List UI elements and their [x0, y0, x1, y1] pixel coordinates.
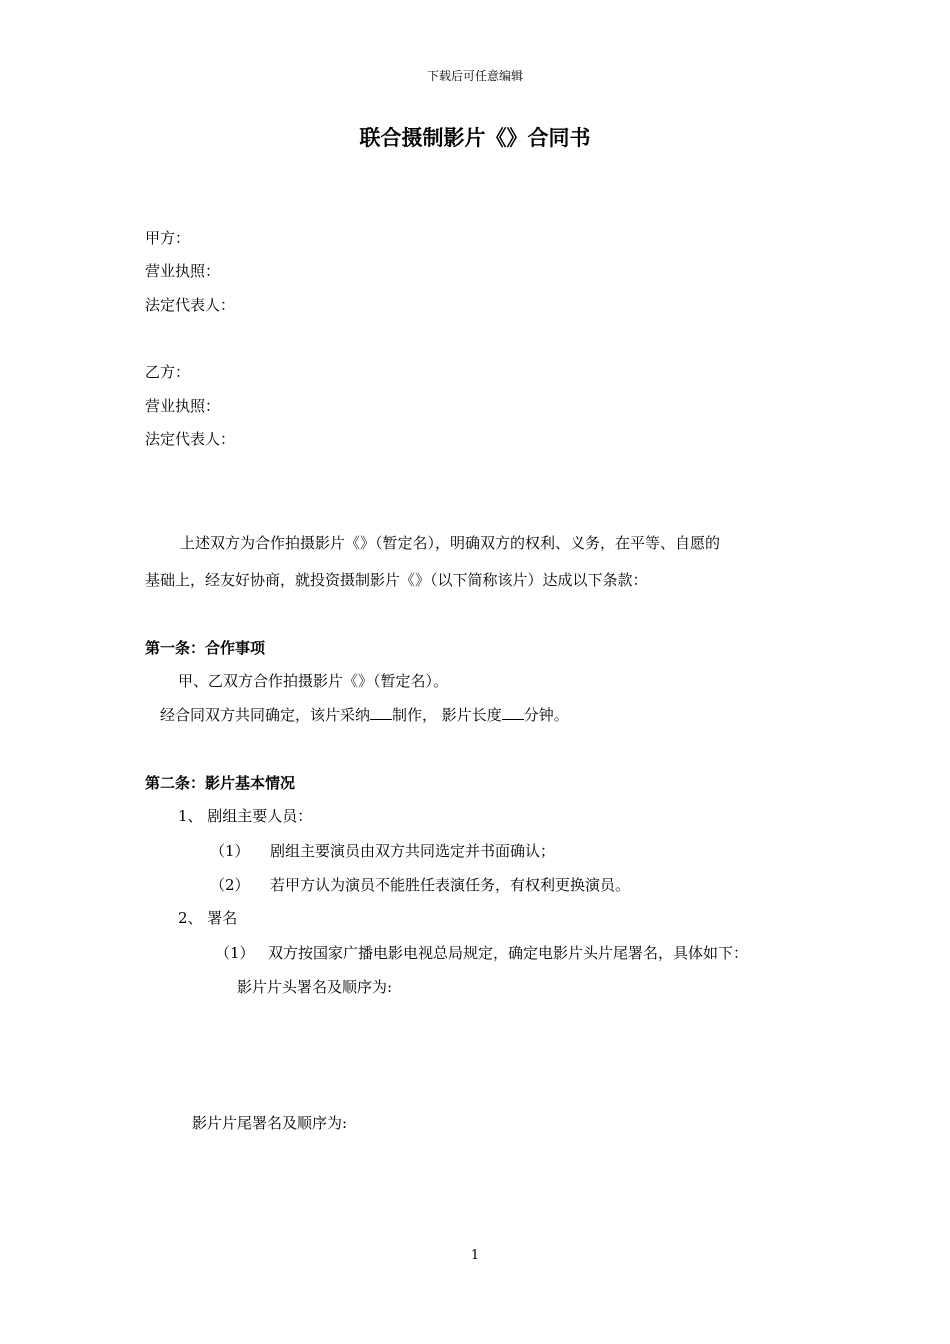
article-2-item-2-1-number: （1）: [215, 944, 255, 962]
download-note: 下载后可任意编辑: [426, 69, 523, 83]
article-1-paragraph-1: 甲、乙双方合作拍摄影片《》（暂定名）。: [178, 672, 449, 690]
party-b-label: 乙方：: [145, 363, 191, 381]
article-1-paragraph-2: [160, 705, 569, 725]
contract-title: 联合摄制影片《》合同书: [359, 126, 591, 150]
article-2-item-2-1-text: 双方按国家广播电影电视总局规定，确定电影片头片尾署名，具体如下：: [268, 944, 749, 962]
closing-credits-label: 影片片尾署名及顺序为:: [192, 1114, 348, 1132]
article-1-p2-part-c: 分钟。: [523, 706, 569, 724]
production-format-blank: [370, 705, 392, 720]
article-2-item-2: 2、 署名: [178, 909, 238, 927]
party-a-license-label: 营业执照：: [145, 262, 221, 280]
film-length-blank: [502, 705, 524, 720]
article-2-item-1-1-number: （1）: [210, 842, 250, 860]
article-2-item-1-2-number: （2）: [210, 876, 250, 894]
party-a-rep-label: 法定代表人：: [145, 296, 236, 314]
article-2-item-1-1-text: 剧组主要演员由双方共同选定并书面确认；: [270, 842, 556, 860]
article-1-p2-part-b: 制作， 影片长度: [392, 706, 502, 724]
article-2-item-1-2-text: 若甲方认为演员不能胜任表演任务，有权利更换演员。: [270, 876, 631, 894]
preamble-line-2: 基础上，经友好协商，就投资摄制影片《》（以下简称该片）达成以下条款：: [145, 571, 648, 589]
party-b-license-label: 营业执照：: [145, 397, 221, 415]
preamble-line-1: 上述双方为合作拍摄影片《》（暂定名），明确双方的权利、义务，在平等、自愿的: [180, 534, 721, 552]
article-2-item-1: 1、 剧组主要人员：: [178, 807, 313, 825]
opening-credits-label: 影片片头署名及顺序为:: [237, 978, 393, 996]
article-2-heading: 第二条：影片基本情况: [145, 774, 296, 792]
article-1-heading: 第一条：合作事项: [145, 639, 266, 657]
party-a-label: 甲方：: [145, 229, 191, 247]
article-1-p2-part-a: 经合同双方共同确定，该片采纳: [160, 706, 371, 724]
page-number: 1: [470, 1248, 480, 1263]
party-b-rep-label: 法定代表人：: [145, 430, 236, 448]
